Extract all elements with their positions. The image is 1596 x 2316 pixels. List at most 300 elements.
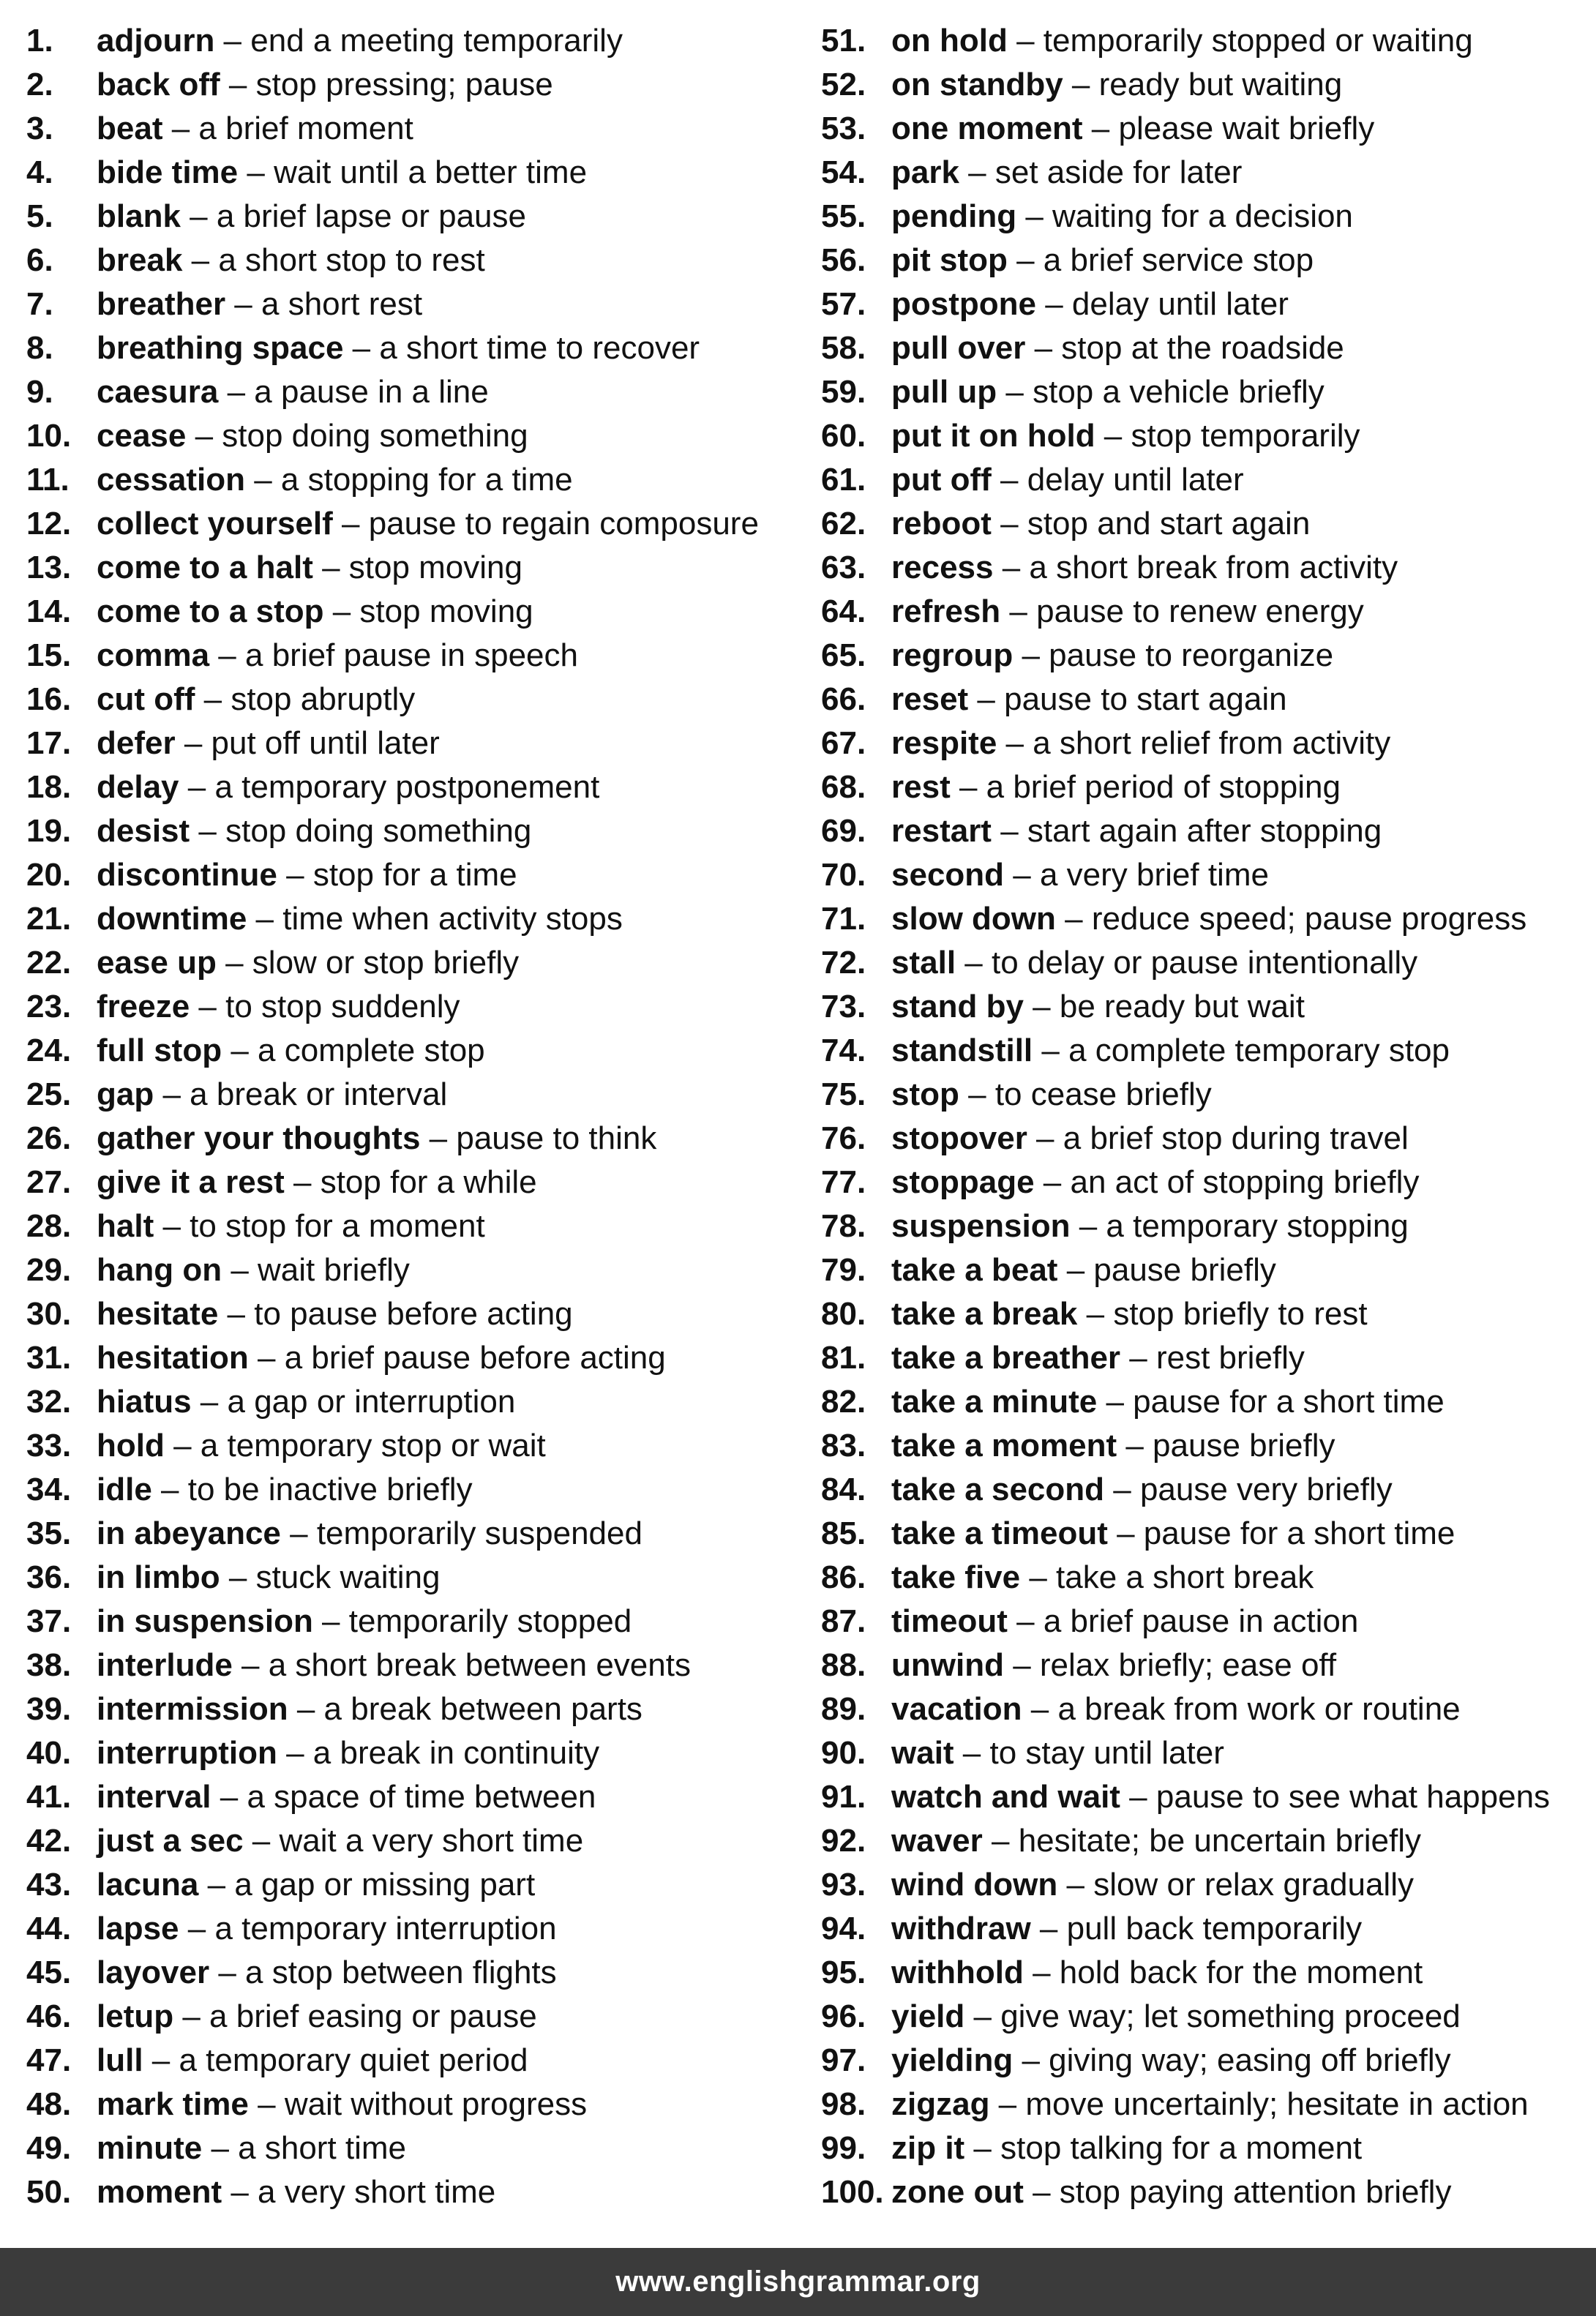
item-definition: pause to reorganize: [1049, 637, 1334, 673]
item-number: 97.: [821, 2042, 866, 2078]
item-separator: –: [1013, 637, 1049, 673]
list-item: [26, 1469, 802, 1513]
list-item: [26, 328, 802, 372]
item-term: hang on: [97, 1252, 222, 1288]
item-term: layover: [97, 1955, 210, 1990]
item-number: 4.: [26, 154, 53, 190]
item-definition: to stay until later: [989, 1735, 1224, 1771]
item-separator: –: [1077, 1296, 1114, 1332]
item-separator: –: [288, 1691, 324, 1727]
item-separator: –: [173, 1998, 210, 2034]
item-number: 1.: [26, 23, 53, 59]
item-definition: move uncertainly; hesitate in action: [1025, 2086, 1529, 2122]
item-term: letup: [97, 1998, 174, 2034]
item-number: 57.: [821, 286, 866, 322]
item-definition: a brief lapse or pause: [216, 198, 526, 234]
item-term: full stop: [97, 1033, 222, 1068]
item-definition: set aside for later: [994, 154, 1243, 190]
item-definition: temporarily stopped or waiting: [1043, 23, 1473, 59]
item-separator: –: [284, 1164, 321, 1200]
item-separator: –: [991, 462, 1027, 498]
item-separator: –: [989, 2086, 1026, 2122]
item-number: 11.: [26, 462, 70, 498]
item-definition: a brief period of stopping: [986, 769, 1341, 805]
item-separator: –: [151, 1472, 188, 1507]
list-item: [821, 1250, 1589, 1294]
item-separator: –: [959, 1076, 995, 1112]
item-number: 20.: [26, 857, 72, 893]
item-term: moment: [97, 2174, 222, 2210]
item-term: pending: [891, 198, 1017, 234]
item-term: wind down: [891, 1867, 1058, 1903]
footer-bar: [0, 2248, 1596, 2316]
item-number: 9.: [26, 374, 53, 410]
item-definition: stop moving: [348, 550, 522, 585]
item-number: 65.: [821, 637, 866, 673]
item-definition: a pause in a line: [254, 374, 489, 410]
list-item: [821, 2040, 1589, 2084]
item-definition: a temporary interruption: [214, 1911, 557, 1946]
item-term: put it on hold: [891, 418, 1095, 454]
item-definition: to cease briefly: [994, 1076, 1212, 1112]
item-term: stopover: [891, 1120, 1027, 1156]
item-term: suspension: [891, 1208, 1071, 1244]
item-term: lull: [97, 2042, 143, 2078]
item-separator: –: [1057, 1252, 1094, 1288]
list-item: [821, 1338, 1589, 1382]
item-term: yield: [891, 1998, 965, 2034]
item-separator: –: [1055, 901, 1092, 937]
item-number: 2.: [26, 67, 53, 102]
item-term: take a break: [891, 1296, 1078, 1332]
list-item: [821, 2172, 1589, 2216]
list-item: [821, 1162, 1589, 1206]
list-item: [26, 1689, 802, 1733]
item-number: 29.: [26, 1252, 72, 1288]
item-term: minute: [97, 2130, 203, 2166]
list-item: [821, 20, 1589, 64]
list-item: [821, 1733, 1589, 1777]
list-item: [26, 1821, 802, 1865]
list-item: [821, 2084, 1589, 2128]
item-separator: –: [1027, 1120, 1063, 1156]
item-definition: a short time to recover: [379, 330, 700, 366]
item-number: 99.: [821, 2130, 866, 2166]
list-item: [26, 1338, 802, 1382]
item-number: 67.: [821, 725, 866, 761]
item-number: 48.: [26, 2086, 72, 2122]
item-definition: be ready but wait: [1059, 989, 1305, 1024]
item-separator: –: [956, 945, 992, 981]
item-definition: a break between parts: [323, 1691, 642, 1727]
item-term: break: [97, 242, 183, 278]
list-item: [26, 1382, 802, 1425]
item-separator: –: [1107, 1515, 1144, 1551]
item-definition: stop moving: [359, 593, 533, 629]
item-separator: –: [1022, 1691, 1058, 1727]
item-term: stand by: [891, 989, 1024, 1024]
item-definition: stop abruptly: [231, 681, 416, 717]
item-term: defer: [97, 725, 176, 761]
item-separator: –: [244, 462, 281, 498]
item-term: unwind: [891, 1647, 1004, 1683]
item-separator: –: [198, 1867, 235, 1903]
list-item: [821, 416, 1589, 460]
item-definition: temporarily stopped: [348, 1603, 632, 1639]
item-separator: –: [218, 1296, 255, 1332]
list-item: [26, 1294, 802, 1338]
item-term: gap: [97, 1076, 154, 1112]
item-definition: pause for a short time: [1133, 1384, 1445, 1420]
item-definition: slow or stop briefly: [252, 945, 520, 981]
item-separator: –: [1097, 1384, 1134, 1420]
item-separator: –: [218, 374, 255, 410]
item-term: collect yourself: [97, 506, 333, 541]
item-term: pit stop: [891, 242, 1008, 278]
item-separator: –: [997, 725, 1033, 761]
item-number: 69.: [821, 813, 866, 849]
item-definition: a short break from activity: [1029, 550, 1398, 585]
item-number: 82.: [821, 1384, 866, 1420]
item-separator: –: [216, 945, 252, 981]
item-separator: –: [1034, 1164, 1071, 1200]
item-term: hesitation: [97, 1340, 249, 1376]
item-definition: time when activity stops: [282, 901, 623, 937]
item-number: 89.: [821, 1691, 866, 1727]
item-separator: –: [1070, 1208, 1106, 1244]
item-separator: –: [1033, 1033, 1069, 1068]
item-number: 47.: [26, 2042, 72, 2078]
item-term: delay: [97, 769, 179, 805]
list-item: [821, 152, 1589, 196]
item-number: 19.: [26, 813, 72, 849]
item-separator: –: [954, 1735, 990, 1771]
list-item: [821, 1513, 1589, 1557]
item-definition: take a short break: [1056, 1559, 1314, 1595]
list-item: [26, 986, 802, 1030]
list-item: [26, 240, 802, 284]
item-separator: –: [1007, 242, 1044, 278]
list-item: [26, 503, 802, 547]
item-definition: a very brief time: [1039, 857, 1269, 893]
item-term: interlude: [97, 1647, 233, 1683]
item-term: yielding: [891, 2042, 1014, 2078]
item-definition: pause briefly: [1093, 1252, 1276, 1288]
list-item: [26, 942, 802, 986]
list-item: [26, 284, 802, 328]
list-item: [821, 547, 1589, 591]
item-definition: wait until a better time: [274, 154, 588, 190]
item-number: 100.: [821, 2174, 884, 2210]
item-definition: wait a very short time: [279, 1823, 584, 1859]
item-definition: temporarily suspended: [316, 1515, 642, 1551]
item-term: in abeyance: [97, 1515, 281, 1551]
list-item: [821, 1382, 1589, 1425]
item-definition: a temporary stop or wait: [200, 1428, 546, 1464]
item-separator: –: [1023, 1955, 1060, 1990]
list-item: [26, 2128, 802, 2172]
item-number: 45.: [26, 1955, 72, 1990]
item-separator: –: [162, 110, 199, 146]
item-number: 37.: [26, 1603, 72, 1639]
item-definition: a short stop to rest: [218, 242, 485, 278]
item-separator: –: [190, 989, 226, 1024]
item-definition: a stop between flights: [245, 1955, 557, 1990]
item-number: 3.: [26, 110, 53, 146]
item-term: withdraw: [891, 1911, 1031, 1946]
item-separator: –: [1020, 1559, 1057, 1595]
item-term: watch and wait: [891, 1779, 1120, 1815]
item-separator: –: [1013, 2042, 1049, 2078]
list-item: [26, 2040, 802, 2084]
item-separator: –: [164, 1428, 201, 1464]
item-term: lacuna: [97, 1867, 199, 1903]
item-term: interval: [97, 1779, 211, 1815]
item-number: 80.: [821, 1296, 866, 1332]
item-number: 73.: [821, 989, 866, 1024]
item-definition: wait without progress: [284, 2086, 588, 2122]
item-separator: –: [247, 901, 283, 937]
item-separator: –: [190, 813, 226, 849]
list-item: [821, 635, 1589, 679]
list-item: [26, 1118, 802, 1162]
list-item: [26, 416, 802, 460]
item-term: discontinue: [97, 857, 277, 893]
item-separator: –: [1003, 1647, 1040, 1683]
item-separator: –: [175, 725, 211, 761]
item-number: 72.: [821, 945, 866, 981]
list-item: [821, 942, 1589, 986]
item-number: 41.: [26, 1779, 72, 1815]
item-definition: a stopping for a time: [280, 462, 573, 498]
list-item: [821, 723, 1589, 767]
item-term: blank: [97, 198, 181, 234]
item-term: wait: [891, 1735, 954, 1771]
item-separator: –: [180, 198, 217, 234]
item-definition: pause to regain composure: [368, 506, 759, 541]
item-separator: –: [968, 681, 1005, 717]
item-definition: a very short time: [258, 2174, 496, 2210]
item-term: stoppage: [891, 1164, 1035, 1200]
item-term: beat: [97, 110, 163, 146]
item-separator: –: [1016, 198, 1053, 234]
item-number: 14.: [26, 593, 72, 629]
item-number: 87.: [821, 1603, 866, 1639]
item-term: regroup: [891, 637, 1014, 673]
list-item: [821, 460, 1589, 503]
item-term: caesura: [97, 374, 219, 410]
item-separator: –: [1120, 1340, 1156, 1376]
item-number: 68.: [821, 769, 866, 805]
list-item: [821, 591, 1589, 635]
item-definition: start again after stopping: [1027, 813, 1382, 849]
item-separator: –: [1035, 286, 1072, 322]
item-number: 93.: [821, 1867, 866, 1903]
item-term: hiatus: [97, 1384, 192, 1420]
item-definition: stop for a time: [312, 857, 517, 893]
item-separator: –: [211, 1779, 247, 1815]
item-separator: –: [1030, 1911, 1067, 1946]
item-number: 90.: [821, 1735, 866, 1771]
item-separator: –: [280, 1515, 317, 1551]
item-number: 17.: [26, 725, 72, 761]
item-number: 81.: [821, 1340, 866, 1376]
item-term: comma: [97, 637, 210, 673]
item-number: 49.: [26, 2130, 72, 2166]
item-term: come to a halt: [97, 550, 313, 585]
item-separator: –: [343, 330, 380, 366]
item-definition: stop pressing; pause: [255, 67, 553, 102]
item-separator: –: [964, 1998, 1001, 2034]
list-item: [26, 1513, 802, 1557]
list-item: [821, 1777, 1589, 1821]
item-term: take a minute: [891, 1384, 1098, 1420]
item-definition: a short rest: [261, 286, 423, 322]
list-item: [821, 1865, 1589, 1908]
list-item: [26, 1777, 802, 1821]
item-separator: –: [1063, 67, 1099, 102]
item-definition: a break in continuity: [312, 1735, 600, 1771]
item-separator: –: [179, 1911, 215, 1946]
item-term: just a sec: [97, 1823, 244, 1859]
list-item: [26, 1996, 802, 2040]
item-number: 6.: [26, 242, 53, 278]
list-item: [821, 328, 1589, 372]
list-item: [821, 1030, 1589, 1074]
item-term: zip it: [891, 2130, 965, 2166]
item-term: pull over: [891, 330, 1026, 366]
item-number: 27.: [26, 1164, 72, 1200]
item-separator: –: [991, 506, 1027, 541]
item-separator: –: [959, 154, 995, 190]
list-item: [26, 899, 802, 942]
item-number: 36.: [26, 1559, 72, 1595]
list-item: [821, 1645, 1589, 1689]
item-term: idle: [97, 1472, 152, 1507]
item-number: 95.: [821, 1955, 866, 1990]
item-definition: pause briefly: [1153, 1428, 1335, 1464]
item-definition: a complete stop: [258, 1033, 485, 1068]
item-definition: ready but waiting: [1098, 67, 1343, 102]
item-term: intermission: [97, 1691, 288, 1727]
item-separator: –: [222, 2174, 258, 2210]
item-separator: –: [1004, 857, 1040, 893]
item-separator: –: [1082, 110, 1119, 146]
item-separator: –: [950, 769, 986, 805]
item-number: 75.: [821, 1076, 866, 1112]
item-term: stop: [891, 1076, 959, 1112]
item-term: take a moment: [891, 1428, 1117, 1464]
item-number: 18.: [26, 769, 72, 805]
item-number: 60.: [821, 418, 866, 454]
item-separator: –: [209, 1955, 246, 1990]
item-number: 94.: [821, 1911, 866, 1946]
item-term: desist: [97, 813, 190, 849]
item-term: interruption: [97, 1735, 277, 1771]
item-separator: –: [1025, 330, 1062, 366]
item-number: 42.: [26, 1823, 72, 1859]
item-number: 31.: [26, 1340, 72, 1376]
list-item: [821, 1821, 1589, 1865]
item-number: 79.: [821, 1252, 866, 1288]
item-term: respite: [891, 725, 997, 761]
item-separator: –: [179, 769, 215, 805]
item-separator: –: [220, 1559, 256, 1595]
item-term: zone out: [891, 2174, 1024, 2210]
item-term: vacation: [891, 1691, 1022, 1727]
item-term: ease up: [97, 945, 217, 981]
item-separator: –: [191, 1384, 228, 1420]
item-term: put off: [891, 462, 992, 498]
footer-url[interactable]: www.englishgrammar.org: [615, 2266, 981, 2298]
list-item: [821, 1206, 1589, 1250]
item-separator: –: [214, 23, 251, 59]
list-item: [26, 1030, 802, 1074]
list-item: [26, 1952, 802, 1996]
item-definition: delay until later: [1071, 286, 1289, 322]
list-item: [821, 284, 1589, 328]
list-item: [26, 1557, 802, 1601]
item-number: 10.: [26, 418, 72, 454]
list-item: [821, 1908, 1589, 1952]
item-number: 84.: [821, 1472, 866, 1507]
item-separator: –: [312, 550, 349, 585]
item-number: 52.: [821, 67, 866, 102]
item-definition: a brief easing or pause: [209, 1998, 537, 2034]
item-separator: –: [1104, 1472, 1140, 1507]
item-term: pull up: [891, 374, 997, 410]
list-item: [821, 372, 1589, 416]
item-definition: a gap or interruption: [227, 1384, 516, 1420]
list-item: [26, 2172, 802, 2216]
item-number: 58.: [821, 330, 866, 366]
list-item: [26, 591, 802, 635]
item-number: 66.: [821, 681, 866, 717]
item-number: 88.: [821, 1647, 866, 1683]
item-separator: –: [248, 2086, 285, 2122]
item-separator: –: [182, 242, 219, 278]
item-separator: –: [225, 286, 261, 322]
item-definition: pause to start again: [1004, 681, 1287, 717]
item-separator: –: [232, 1647, 269, 1683]
item-definition: giving way; easing off briefly: [1049, 2042, 1451, 2078]
item-number: 22.: [26, 945, 72, 981]
item-definition: a complete temporary stop: [1068, 1033, 1450, 1068]
item-definition: stop doing something: [222, 418, 528, 454]
item-definition: a short time: [238, 2130, 407, 2166]
list-item: [821, 855, 1589, 899]
list-item: [821, 679, 1589, 723]
list-item: [821, 1689, 1589, 1733]
item-term: take a timeout: [891, 1515, 1108, 1551]
item-definition: pause to think: [456, 1120, 657, 1156]
item-number: 24.: [26, 1033, 72, 1068]
item-number: 25.: [26, 1076, 72, 1112]
list-item: [26, 635, 802, 679]
item-definition: end a meeting temporarily: [250, 23, 623, 59]
list-item: [821, 2128, 1589, 2172]
item-separator: –: [277, 1735, 313, 1771]
item-term: come to a stop: [97, 593, 324, 629]
item-definition: rest briefly: [1155, 1340, 1305, 1376]
list-item: [26, 460, 802, 503]
item-term: in limbo: [97, 1559, 220, 1595]
item-number: 46.: [26, 1998, 72, 2034]
item-term: bide time: [97, 154, 239, 190]
item-separator: –: [1007, 23, 1044, 59]
item-term: halt: [97, 1208, 154, 1244]
item-definition: a temporary quiet period: [179, 2042, 528, 2078]
